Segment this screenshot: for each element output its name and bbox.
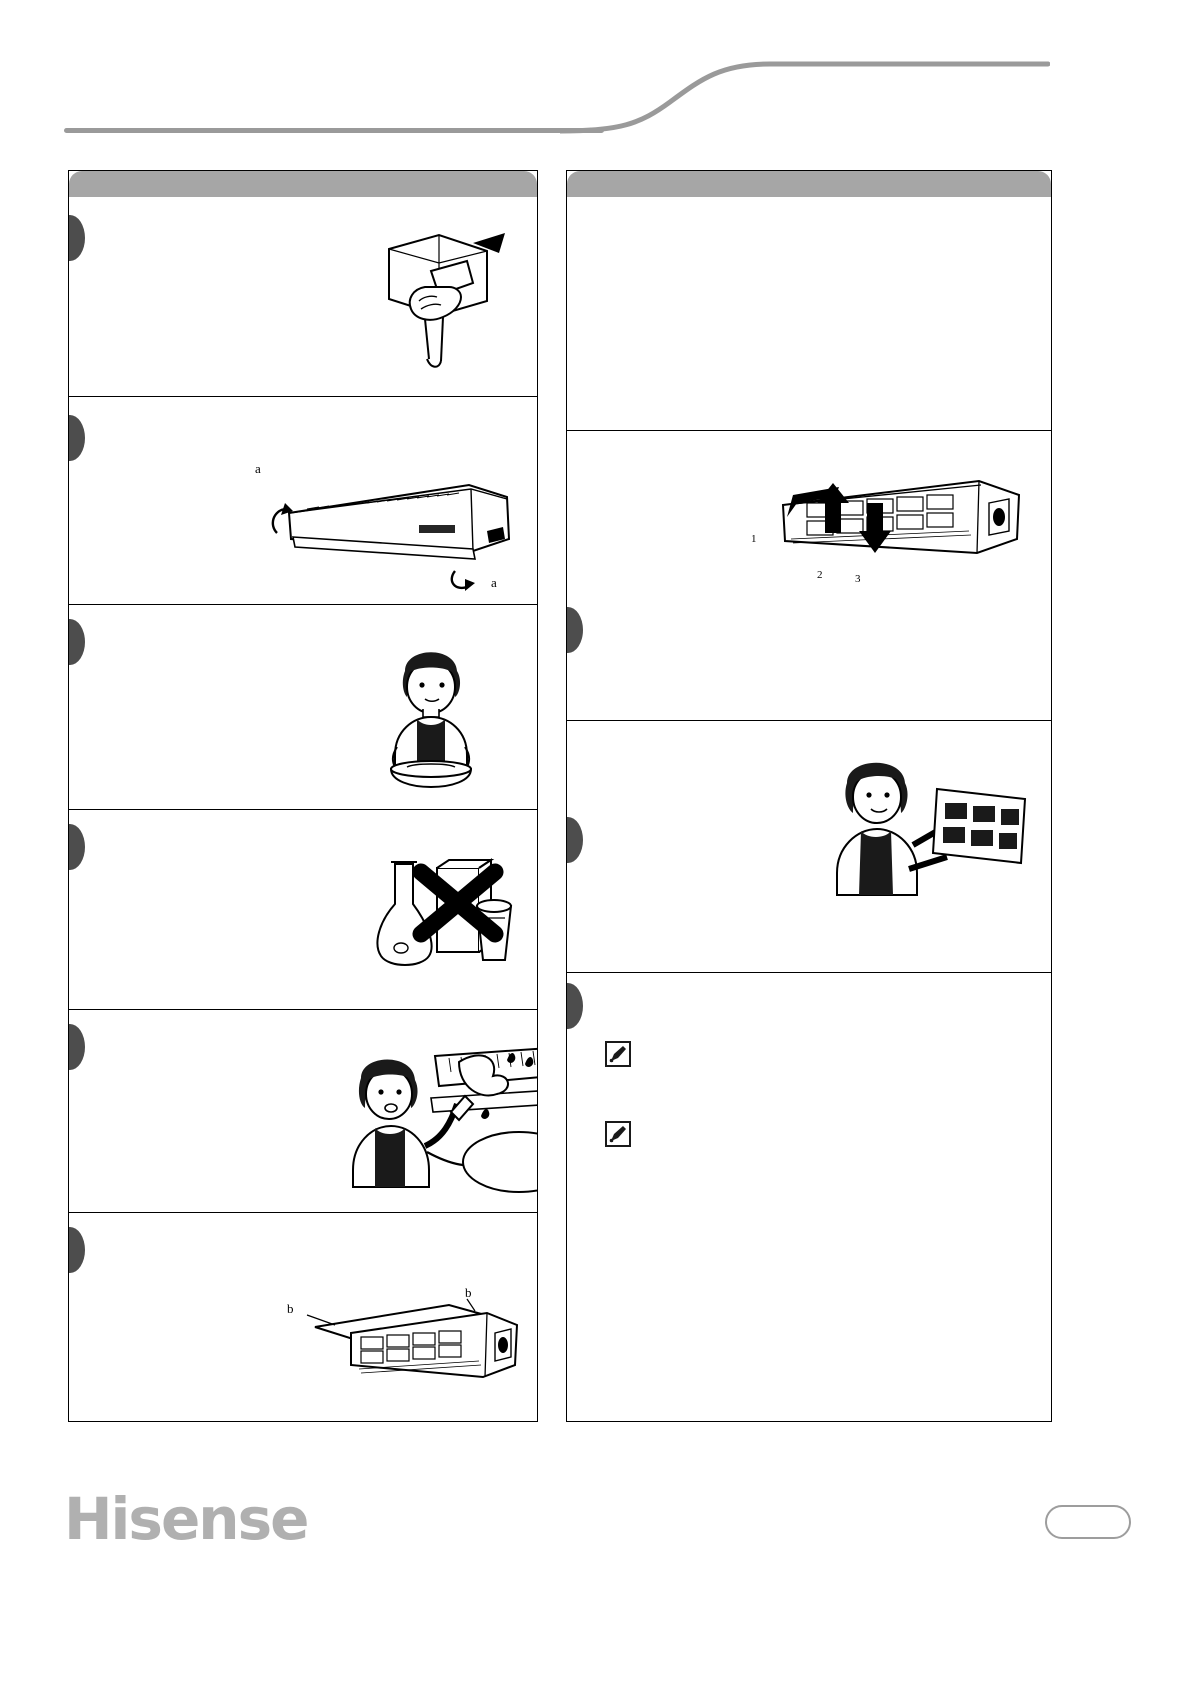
person-holding-filter-figure [825, 745, 1035, 910]
list-item [567, 197, 1051, 431]
list-item [69, 197, 537, 397]
step-bullet [69, 1227, 85, 1273]
page-number-badge [1045, 1505, 1131, 1539]
pencil-icon [605, 1121, 631, 1147]
left-column-rows [69, 197, 537, 1421]
figure-label-a-top: a [255, 461, 261, 476]
pencil-icon [605, 1041, 631, 1067]
figure-step-1-label: 1 [751, 533, 757, 545]
step-bullet [567, 607, 583, 653]
list-item [69, 605, 537, 810]
filter-removal-steps-figure [751, 469, 1033, 609]
step-bullet [69, 415, 85, 461]
step-bullet [567, 983, 583, 1029]
figure-label-a-bottom: a [491, 575, 497, 590]
wall-plug-unplug-figure [369, 227, 529, 382]
header-rule-curve [560, 58, 1050, 134]
step-bullet [69, 215, 85, 261]
list-item [69, 397, 537, 605]
right-column-rows [567, 197, 1051, 1421]
right-column-header [567, 171, 1051, 197]
left-column [68, 170, 538, 1422]
step-bullet [69, 619, 85, 665]
figure-step-2-label: 2 [817, 569, 823, 581]
person-washing-in-basin-figure [359, 635, 509, 805]
step-bullet [69, 1024, 85, 1070]
list-item [69, 1213, 537, 1423]
indoor-unit-front-panel-open-figure [255, 461, 519, 602]
list-item [567, 973, 1051, 1423]
figure-step-3-label: 3 [855, 573, 861, 585]
no-solvents-crossed-out-figure [359, 848, 519, 1003]
figure-label-b-left: b [287, 1301, 294, 1316]
person-spraying-water-warning-figure [339, 1042, 537, 1212]
figure-label-b-right: b [465, 1285, 472, 1300]
list-item [69, 810, 537, 1010]
right-column [566, 170, 1052, 1422]
list-item [567, 431, 1051, 721]
step-bullet [567, 817, 583, 863]
list-item [567, 721, 1051, 973]
list-item [69, 1010, 537, 1213]
indoor-unit-panel-hinges-figure [287, 1285, 529, 1408]
step-bullet [69, 824, 85, 870]
left-column-header [69, 171, 537, 197]
header-rule-left [64, 128, 604, 133]
brand-logo: Hisense [64, 1485, 308, 1553]
